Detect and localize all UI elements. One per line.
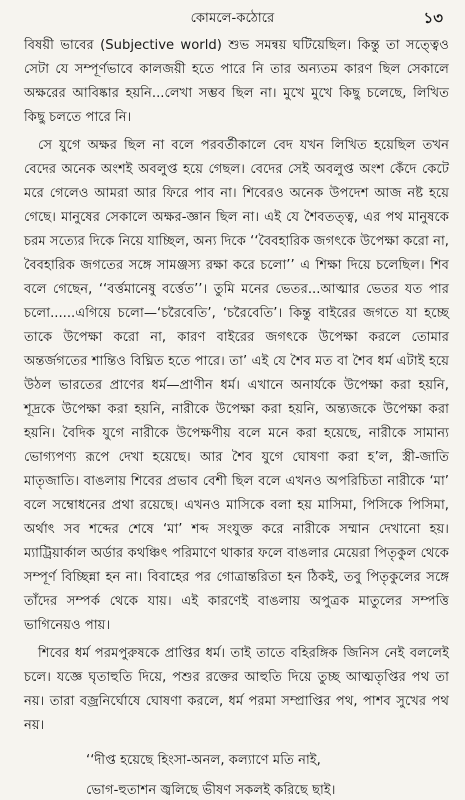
- running-title: কোমলে-কঠোরে: [190, 11, 275, 26]
- verse-line-1: ‘‘দীপ্ত হয়েছে হিংসা-অনল, কল্যাণে মতি নাই,: [86, 753, 321, 768]
- paragraph-1: বিষয়ী ভাবের (Subjective world) শুভ সমন্বয় ঘটিয়েছিল। কিন্তু তা সত্ত্বেও সেটা যে সম্পূর্ণভাবে কালজয়ী হতে পারে নি তার অন্যতম কারণ ছিল সেকালে অক্ষরের আবিষ্কার হয়নি...লেখা সম্ভব ছিল না। মুখে মুখে কিছু চলেছে, লিখিত কিছু চলতে পারে নি।: [24, 38, 449, 125]
- body-text: [24, 34, 449, 800]
- verse-line-2: ভোগ-হুতাশন জ্বলিছে ভীষণ সকলই করিছে ছাই।: [86, 783, 336, 798]
- quoted-verse: [86, 746, 449, 800]
- paragraph-3: শিবের ধর্ম পরমপুরুষকে প্রাপ্তির ধর্ম। তাই তাতে বহিরঙ্গিক জিনিস নেই বললেই চলে। যজ্ঞে ঘৃতাহুতি দিয়ে, পশুর রক্তের আহুতি দিয়ে তুচ্ছ আত্মতৃপ্তির পথ তা নয়। তারা বজ্রনির্ঘোষে ঘোষণা করলে, ধর্ম পরমা সম্প্রাপ্তির পথ, পাশব সুখের পথ নয়।: [24, 646, 449, 733]
- paragraph-2: সে যুগে অক্ষর ছিল না বলে পরবর্তীকালে বেদ যখন লিখিত হয়েছিল তখন বেদের অনেক অংশই অবলুপ্ত হয়ে গেছল। বেদের সেই অবলুপ্ত অংশ কেঁদে কেটে মরে গেলেও আমরা আর ফিরে পাব না। শিবেরও অনেক উপদেশ আজ নষ্ট হয়ে গেছে। মানুষের সেকালে অক্ষর-জ্ঞান ছিল না। এই যে শৈবতত্ত্ব, এর পথ মানুষকে চরম সত্যের দিকে নিয়ে যাচ্ছিল, অন্য দিকে ‘‘বৈবহারিক জগৎকে উপেক্ষা করো না, বৈবহারিক জগতের সঙ্গে সামঞ্জস্য রক্ষা করে চলো’’ এ শিক্ষা দিয়ে চলেছিল। শিব বলে গেছেন, ‘‘বর্ত্তমানেষু বর্ত্তেত’’। তুমি মনের ভেতর...আত্মার ভেতর যত পার চলো......এগিয়ে চলো—‘চরৈবেতি’, ‘চরৈবেতি’। কিন্তু বাইরের জগতে যা হচ্ছে তাকে উপেক্ষা করো না, কারণ বাইরের জগৎকে উপেক্ষা করলে তোমার অন্তর্জগতের শান্তিও বিঘ্নিত হতে পারে। তা’ এই যে শৈব মত বা শৈব ধর্ম এটাই হয়ে উঠল ভারতের প্রাণের ধর্ম—প্রাণীন ধর্ম। এখানে অনার্যকে উপেক্ষা করা হয়নি, শূদ্রকে উপেক্ষা করা হয়নি, নারীকে উপেক্ষা করা হয়নি, অন্ত্যজকে উপেক্ষা করা হয়নি। বৈদিক যুগে নারীকে উপেক্ষণীয় বলে মনে করা হয়েছে, নারীকে সামান্য ভোগ্যপণ্য রূপে দেখা হয়েছে। আর শৈব যুগে ঘোষণা করা হ’ল, স্ত্রী-জাতি মাতৃজাতি। বাঙলায় শিবের প্রভাব বেশী ছিল বলে এখনও অপরিচিতা নারীকে ‘মা’ বলে সম্বোধনের প্রথা রয়েছে। এখনও মাসিকে বলা হয় মাসিমা, পিসিকে পিসিমা, অর্থাৎ সব শব্দের শেষে ‘মা’ শব্দ সংযুক্ত করে নারীকে সম্মান দেখানো হয়। ম্যাট্রিয়ার্কাল অর্ডার কথঞ্চিৎ পরিমাণে থাকার ফলে বাঙলার মেয়েরা পিতৃকুল থেকে সম্পূর্ণ বিচ্ছিন্না হন না। বিবাহের পর গোত্রান্তরিতা হন ঠিকই, তবু পিতৃকুলের সঙ্গে তাঁদের সম্পর্ক থেকে যায়। এই কারণেই বাঙলায় অপুত্রক মাতুলের সম্পত্তি ভাগিনেয়ও পায়।: [24, 138, 449, 633]
- running-header: [0, 7, 465, 29]
- page-number: ১৩: [423, 9, 443, 27]
